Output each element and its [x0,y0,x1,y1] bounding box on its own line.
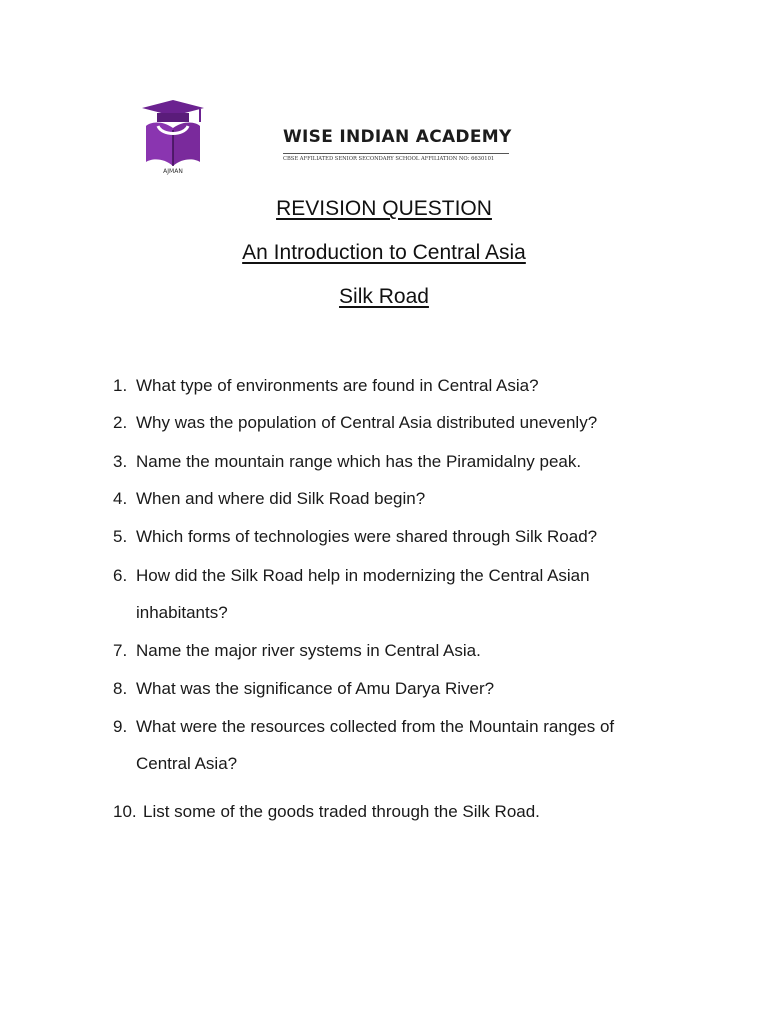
item-number: 8. [113,679,128,698]
item-text: Which forms of technologies were shared through Silk Road? [136,527,598,546]
item-text-continued: inhabitants? [136,603,228,622]
logo-caption: AJMAN [163,168,183,175]
item-number: 2. [113,413,128,432]
item-number: 7. [113,641,128,660]
item-text: List some of the goods traded through the Silk Road. [143,802,540,821]
item-number: 6. [113,566,128,585]
item-text: How did the Silk Road help in modernizing the Central Asian [136,566,590,585]
item-number: 5. [113,527,128,546]
item-text: Name the mountain range which has the Piramidalny peak. [136,452,582,471]
item-number: 9. [113,717,128,736]
affiliation-line: CBSE AFFILIATED SENIOR SECONDARY SCHOOL AFFILIATION NO: 6630101 [283,153,509,162]
item-number: 3. [113,452,128,471]
topic-title: Silk Road [339,285,429,308]
item-text: What was the significance of Amu Darya River? [136,679,495,698]
item-text: What were the resources collected from the Mountain ranges of [136,717,615,736]
item-text: What type of environments are found in Central Asia? [136,376,539,395]
item-number: 4. [113,489,128,508]
subtitle: An Introduction to Central Asia [242,241,526,264]
item-number: 1. [113,376,128,395]
item-number: 10. [113,802,137,821]
item-text: When and where did Silk Road begin? [136,489,426,508]
school-name: WISE INDIAN ACADEMY [283,127,512,147]
school-logo [140,96,206,180]
item-text: Name the major river systems in Central Asia. [136,641,481,660]
item-text-continued: Central Asia? [136,754,238,773]
item-text: Why was the population of Central Asia distributed unevenly? [136,413,598,432]
main-title: REVISION QUESTION [276,197,492,220]
